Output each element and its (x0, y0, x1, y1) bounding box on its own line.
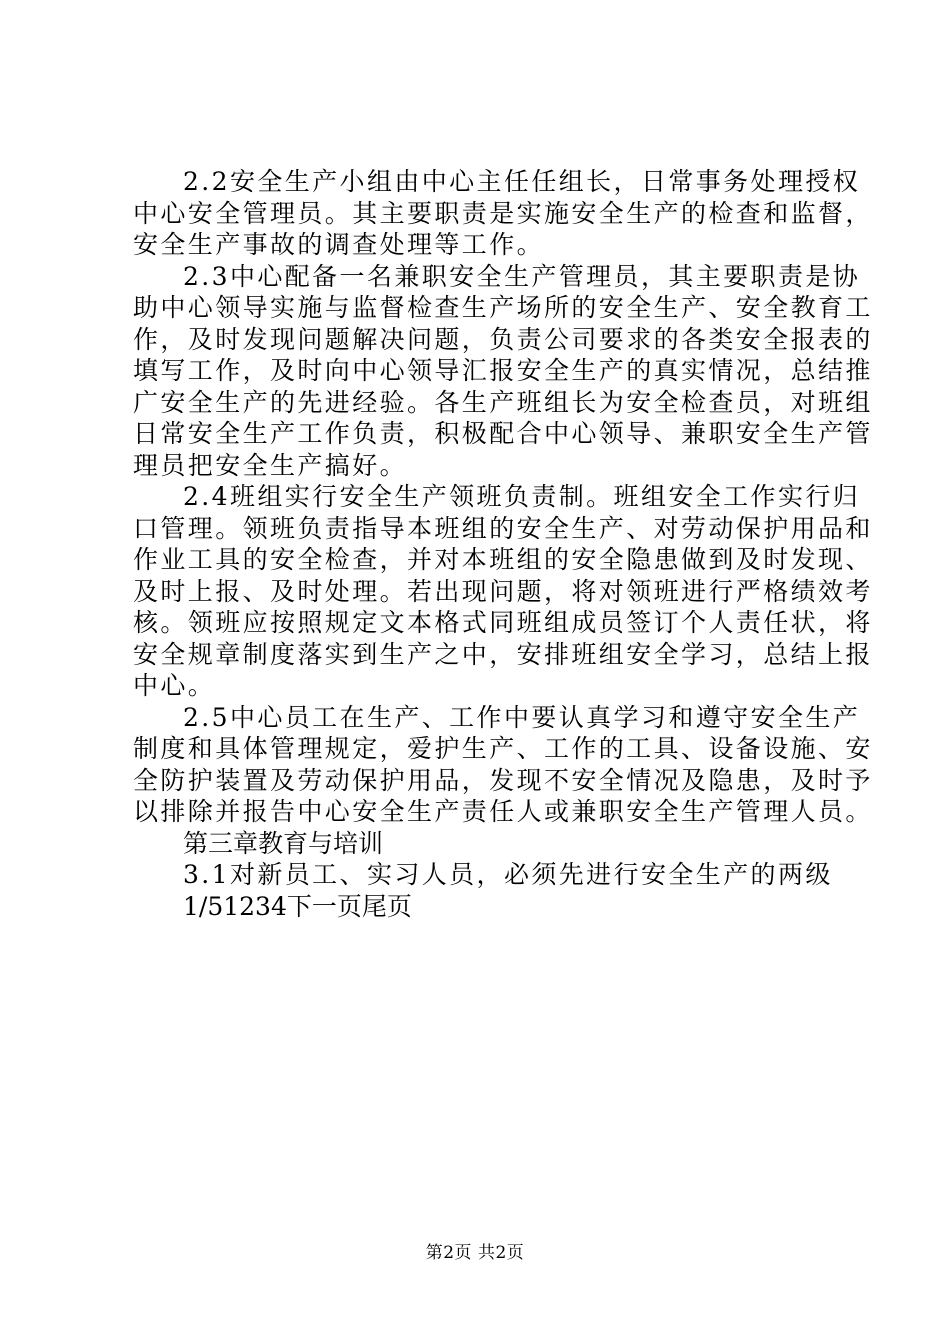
page-footer: 第2页 共2页 (425, 1243, 525, 1263)
text-line: 中心。 (133, 671, 216, 700)
text-line: 全防护装置及劳动保护用品，发现不安全情况及隐患，及时予 (133, 765, 873, 795)
text-line: 2.2安全生产小组由中心主任任组长，日常事务处理授权 (183, 167, 861, 196)
text-line: 制度和具体管理规定，爱护生产、工作的工具、设备设施、安 (133, 734, 873, 763)
text-line: 中心安全管理员。其主要职责是实施安全生产的检查和监督， (133, 198, 873, 228)
text-line: 2.3中心配备一名兼职安全生产管理员，其主要职责是协 (183, 261, 861, 291)
text-line: 助中心领导实施与监督检查生产场所的安全生产、安全教育工 (133, 293, 873, 322)
text-line: 填写工作，及时向中心领导汇报安全生产的真实情况，总结推 (133, 356, 873, 385)
text-line: 以排除并报告中心安全生产责任人或兼职安全生产管理人员。 (133, 797, 873, 826)
text-line: 口管理。领班负责指导本班组的安全生产、对劳动保护用品和 (133, 513, 873, 543)
text-line: 广安全生产的先进经验。各生产班组长为安全检查员，对班组 (133, 387, 873, 417)
pagination-links[interactable]: 1/51234下一页尾页 (183, 891, 412, 921)
text-line: 日常安全生产工作负责，积极配合中心领导、兼职安全生产管 (133, 419, 873, 448)
text-line: 理员把安全生产搞好。 (133, 450, 408, 480)
text-line: 核。领班应按照规定文本格式同班组成员签订个人责任状，将 (133, 608, 873, 637)
text-line: 安全规章制度落实到生产之中，安排班组安全学习，总结上报 (133, 639, 873, 669)
text-line: 2.4班组实行安全生产领班负责制。班组安全工作实行归 (183, 482, 861, 511)
text-line: 作，及时发现问题解决问题，负责公司要求的各类安全报表的 (133, 324, 873, 354)
text-line: 作业工具的安全检查，并对本班组的安全隐患做到及时发现、 (133, 545, 873, 574)
document-body (133, 166, 873, 922)
text-line: 2.5中心员工在生产、工作中要认真学习和遵守安全生产 (183, 702, 861, 732)
text-line: 及时上报、及时处理。若出现问题，将对领班进行严格绩效考 (133, 576, 873, 606)
text-line: 3.1对新员工、实习人员，必须先进行安全生产的两级 (183, 860, 833, 889)
chapter-heading: 第三章教育与培训 (183, 828, 384, 858)
text-line: 安全生产事故的调查处理等工作。 (133, 230, 545, 259)
